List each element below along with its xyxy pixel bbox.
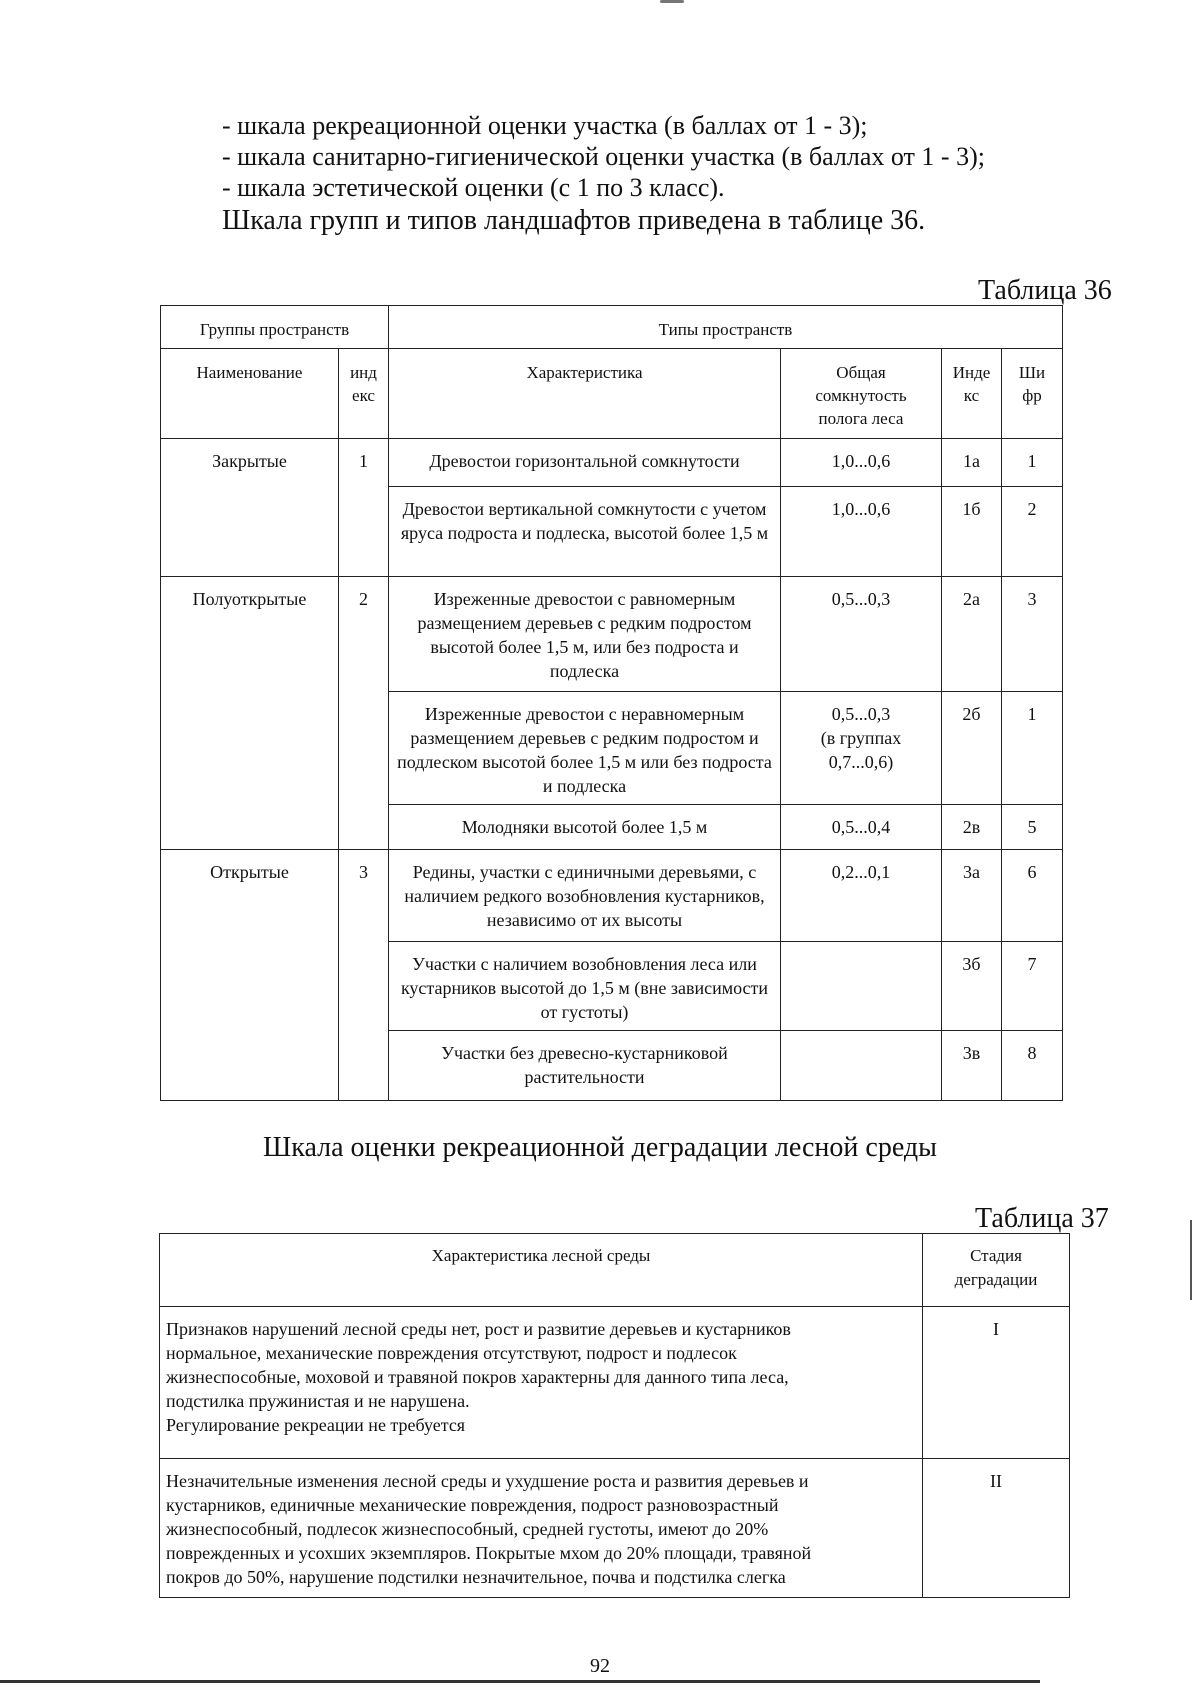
page-number: 92 [590, 1655, 610, 1677]
row-code: 2 [1002, 487, 1063, 577]
row-closure: 0,2...0,1 [781, 850, 942, 942]
intro-line-3: - шкала эстетической оценки (с 1 по 3 класс). [222, 173, 725, 202]
row-index: 3б [942, 942, 1002, 1031]
row-closure [781, 942, 942, 1031]
row-index: 2в [942, 805, 1002, 850]
intro-line-2: - шкала санитарно-гигиенической оценки участка (в баллах от 1 - 3); [222, 142, 985, 171]
row-closure: 0,5...0,3 [781, 577, 942, 692]
row-characteristic: Изреженные древостои с равномерным размещением деревьев с редким подростом высотой более 1,5 м, или без подроста и подлеска [389, 577, 781, 692]
row-index: 2б [942, 692, 1002, 805]
group-name: Полуоткрытые [161, 577, 339, 850]
row-characteristic: Молодняки высотой более 1,5 м [389, 805, 781, 850]
scan-edge-artifact [1190, 1220, 1192, 1300]
header-forest-characteristic: Характеристика лесной среды [160, 1234, 923, 1307]
table-37-caption: Таблица 37 [975, 1203, 1109, 1234]
header-index: инд екс [339, 349, 389, 439]
row-description: Признаков нарушений лесной среды нет, рост и развитие деревьев и кустарников нормальное, механические повреждения отсутствуют, подрост и подлесок жизнеспособные, моховой и травяной покров характерны для данного типа леса, подстилка пружинистая и не нарушена. Регулирование рекреации не требуется [160, 1307, 923, 1459]
scan-bottom-line [0, 1680, 1040, 1683]
group-name: Закрытые [161, 439, 339, 577]
row-characteristic: Редины, участки с единичными деревьями, с наличием редкого возобновления кустарников, независимо от их высоты [389, 850, 781, 942]
row-description: Незначительные изменения лесной среды и ухудшение роста и развития деревьев и кустарников, единичные механические повреждения, подрост разновозрастный жизнеспособный, подлесок жизнеспособный, средней густоты, имеют до 20% поврежденных и усохших экземпляров. Покрытые мхом до 20% площади, травяной покров до 50%, нарушение подстилки незначительное, почва и подстилка слегка [160, 1459, 923, 1598]
row-index: 1а [942, 439, 1002, 487]
row-index: 1б [942, 487, 1002, 577]
intro-line-4: Шкала групп и типов ландшафтов приведена в таблице 36. [222, 205, 926, 236]
header-types: Типы пространств [389, 306, 1063, 349]
intro-text [222, 110, 985, 239]
row-characteristic: Древостои вертикальной сомкнутости с учетом яруса подроста и подлеска, высотой более 1,5 м [389, 487, 781, 577]
header-name: Наименование [161, 349, 339, 439]
intro-line-1: - шкала рекреационной оценки участка (в баллах от 1 - 3); [222, 111, 868, 140]
header-groups: Группы пространств [161, 306, 389, 349]
header-degradation-stage: Стадия деградации [923, 1234, 1070, 1307]
table-36-caption: Таблица 36 [978, 275, 1112, 306]
table-37 [159, 1233, 1070, 1598]
header-closure: Общая сомкнутость полога леса [781, 349, 942, 439]
row-characteristic: Участки с наличием возобновления леса или кустарников высотой до 1,5 м (вне зависимости от густоты) [389, 942, 781, 1031]
row-index: 3в [942, 1031, 1002, 1101]
group-index: 3 [339, 850, 389, 1101]
row-closure: 0,5...0,4 [781, 805, 942, 850]
row-code: 3 [1002, 577, 1063, 692]
group-index: 2 [339, 577, 389, 850]
row-characteristic: Участки без древесно-кустарниковой растительности [389, 1031, 781, 1101]
row-stage: I [923, 1307, 1070, 1459]
row-closure: 1,0...0,6 [781, 487, 942, 577]
row-code: 1 [1002, 439, 1063, 487]
header-code: Ши фр [1002, 349, 1063, 439]
row-code: 1 [1002, 692, 1063, 805]
section-heading: Шкала оценки рекреационной деградации лесной среды [263, 1132, 937, 1163]
table-36 [160, 305, 1063, 1101]
row-code: 8 [1002, 1031, 1063, 1101]
row-stage: II [923, 1459, 1070, 1598]
row-characteristic: Древостои горизонтальной сомкнутости [389, 439, 781, 487]
row-closure: 0,5...0,3 (в группах 0,7...0,6) [781, 692, 942, 805]
row-index: 2а [942, 577, 1002, 692]
header-characteristic: Характеристика [389, 349, 781, 439]
scan-artifact [660, 0, 684, 3]
row-index: 3а [942, 850, 1002, 942]
row-code: 6 [1002, 850, 1063, 942]
row-closure [781, 1031, 942, 1101]
row-closure: 1,0...0,6 [781, 439, 942, 487]
group-index: 1 [339, 439, 389, 577]
group-name: Открытые [161, 850, 339, 1101]
row-code: 7 [1002, 942, 1063, 1031]
row-characteristic: Изреженные древостои с неравномерным размещением деревьев с редким подростом и подлеском высотой более 1,5 м или без подроста и подлеска [389, 692, 781, 805]
row-code: 5 [1002, 805, 1063, 850]
header-index-2: Инде кс [942, 349, 1002, 439]
